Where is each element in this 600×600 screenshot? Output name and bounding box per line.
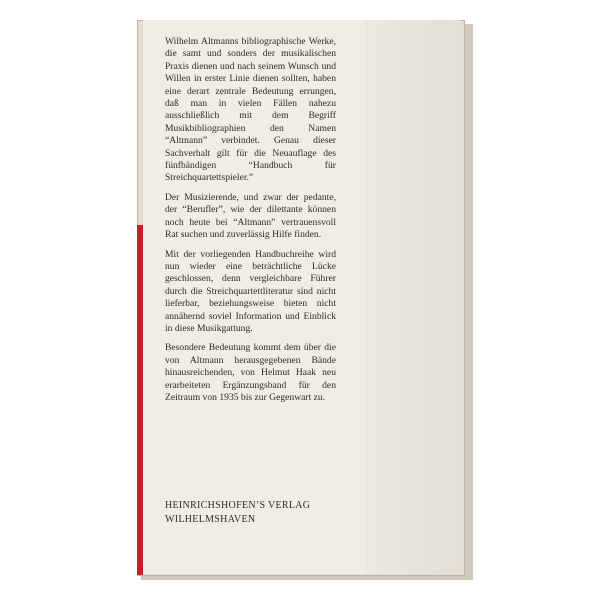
publisher-name: HEINRICHSHOFEN’S VERLAG <box>165 500 311 511</box>
jacket-flap-edge <box>365 20 461 574</box>
blurb-text <box>165 36 336 411</box>
blurb-paragraph-1: Wilhelm Altmanns bibliographische Werke, die samt und sonders der musikalischen Praxis dienen und nach seinem Wunsch und Willen in erster Linie dienen sollten, haben eine derart zentrale Bedeutung errungen, daß man in vielen Fällen nahezu ausschließlich mit dem Begriff Musikbibliographien den Namen “Altmann” verbindet. Genau dieser Sachverhalt gilt für die Neuauflage des fünfbändigen “Handbuch für Streichquartettspieler.” <box>165 36 336 184</box>
publisher-imprint <box>165 499 345 527</box>
blurb-paragraph-3: Mit der vorliegenden Handbuchreihe wird nun wieder eine beträchtliche Lücke geschlossen, denn vergleichbare Führer durch die Streichquartettliteratur sind nicht lieferbar, beziehungsweise bieten nicht annähernd soviel Information und Einblick in diese Musikgattung. <box>165 248 336 334</box>
blurb-paragraph-4: Besondere Bedeutung kommt dem über die von Altmann herausgegebenen Bände hinausreichenden, von Helmut Haak neu erarbeiteten Ergänzungsband für den Zeitraum von 1935 bis zur Gegenwart zu. <box>165 342 336 403</box>
blurb-paragraph-2: Der Musizierende, und zwar der pedante, der “Berufler”, wie der dilettante können noch heute bei “Altmann” vertrauensvoll Rat suchen und zuverlässig Hilfe finden. <box>165 191 336 241</box>
publisher-city: WILHELMSHAVEN <box>165 514 256 525</box>
